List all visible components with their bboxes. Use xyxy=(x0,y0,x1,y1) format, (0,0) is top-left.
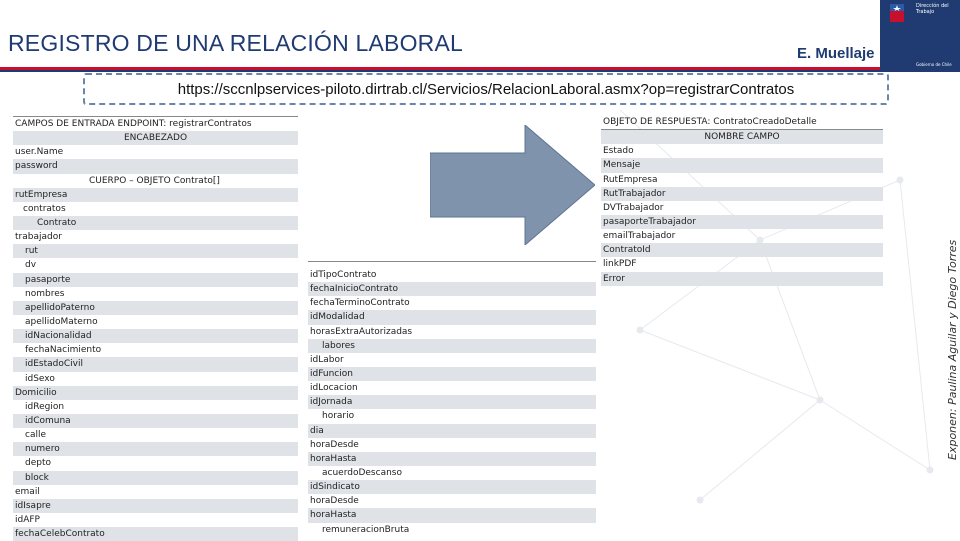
list-item: idComuna xyxy=(13,414,298,428)
endpoint-url: https://sccnlpservices-piloto.dirtrab.cl/Servicios/RelacionLaboral.asmx?op=registrarContratos xyxy=(177,80,795,98)
list-item: horasExtraAutorizadas xyxy=(310,326,413,337)
logo-text xyxy=(916,3,949,15)
list-item: Mensaje xyxy=(601,158,883,172)
list-item: horaDesde xyxy=(310,496,359,507)
contract-fields-table xyxy=(308,261,596,537)
list-item: pasaporte xyxy=(13,273,298,287)
page-title: REGISTRO DE UNA RELACIÓN LABORAL xyxy=(8,30,464,56)
list-item: calle xyxy=(25,430,47,441)
list-item: idFuncion xyxy=(308,367,596,381)
list-item: block xyxy=(13,471,298,485)
list-item: apellidoPaterno xyxy=(13,301,298,315)
list-item: idModalidad xyxy=(308,310,596,324)
logo-line-2: Trabajo xyxy=(916,9,935,15)
list-item: dv xyxy=(25,260,37,271)
list-item: password xyxy=(13,159,298,173)
list-item: DVTrabajador xyxy=(603,202,664,213)
right-arrow-icon xyxy=(430,125,595,245)
list-item: pasaporteTrabajador xyxy=(601,215,883,229)
presenters-credit: Exponen: Paulina Aguilar y Diego Torres xyxy=(946,239,959,460)
list-item: horaDesde xyxy=(310,439,359,450)
coat-of-arms-icon xyxy=(884,2,910,24)
list-item: fechaNacimiento xyxy=(25,345,102,356)
response-fields-table xyxy=(601,115,883,286)
list-item: Domicilio xyxy=(13,386,298,400)
list-item: ContratoId xyxy=(601,243,883,257)
list-item: RutTrabajador xyxy=(601,187,883,201)
list-item: Estado xyxy=(603,146,634,157)
list-item: dia xyxy=(308,424,596,438)
list-item: emailTrabajador xyxy=(603,231,676,242)
list-item: nombres xyxy=(25,288,65,299)
list-item: idSexo xyxy=(25,373,55,384)
list-item: rut xyxy=(13,244,298,258)
list-item: idEstadoCivil xyxy=(13,357,298,371)
input-section-header: ENCABEZADO xyxy=(13,131,298,145)
list-item: idJornada xyxy=(308,395,596,409)
list-item: idLocacion xyxy=(310,383,358,394)
list-item: rutEmpresa xyxy=(13,188,298,202)
list-item: idIsapre xyxy=(13,499,298,513)
logo-line-1: Dirección del xyxy=(916,3,949,9)
header-blue-divider xyxy=(0,70,880,72)
mid-table-divider xyxy=(308,261,596,268)
input-table-title: CAMPOS DE ENTRADA ENDPOINT: registrarContratos xyxy=(13,116,298,131)
list-item: idTipoContrato xyxy=(310,270,377,280)
response-column-header: NOMBRE CAMPO xyxy=(601,129,883,144)
list-item: email xyxy=(15,486,40,497)
logo-subtitle: Gobierno de Chile xyxy=(916,62,952,67)
list-item: linkPDF xyxy=(603,259,637,270)
list-item: idNacionalidad xyxy=(13,329,298,343)
list-item: apellidoMaterno xyxy=(25,316,98,327)
list-item: idAFP xyxy=(15,514,40,525)
response-table-title: OBJETO DE RESPUESTA: ContratoCreadoDetalle xyxy=(603,117,817,127)
list-item: idRegion xyxy=(25,401,65,412)
list-item: Error xyxy=(601,272,883,286)
list-item: trabajador xyxy=(15,232,62,243)
list-item: contratos xyxy=(23,203,66,214)
list-item: fechaInicioContrato xyxy=(308,282,596,296)
list-item: horaHasta xyxy=(308,508,596,522)
list-item: fechaTerminoContrato xyxy=(310,298,410,309)
list-item: remuneracionBruta xyxy=(322,524,410,535)
list-item: user.Name xyxy=(15,147,64,158)
author-name: E. Muellaje xyxy=(797,45,875,62)
list-item: acuerdoDescanso xyxy=(322,467,402,478)
list-item: RutEmpresa xyxy=(603,174,658,185)
list-item: horaHasta xyxy=(308,452,596,466)
input-fields-table xyxy=(13,116,298,541)
list-item: idSindicato xyxy=(308,480,596,494)
list-item: Contrato xyxy=(13,216,298,230)
list-item: CUERPO – OBJETO Contrato[] xyxy=(89,175,220,186)
list-item: horario xyxy=(322,411,355,422)
list-item: labores xyxy=(308,339,596,353)
list-item: fechaCelebContrato xyxy=(13,527,298,541)
list-item: numero xyxy=(13,442,298,456)
list-item: depto xyxy=(25,458,51,469)
list-item: idLabor xyxy=(310,354,344,365)
endpoint-url-box xyxy=(83,73,889,105)
